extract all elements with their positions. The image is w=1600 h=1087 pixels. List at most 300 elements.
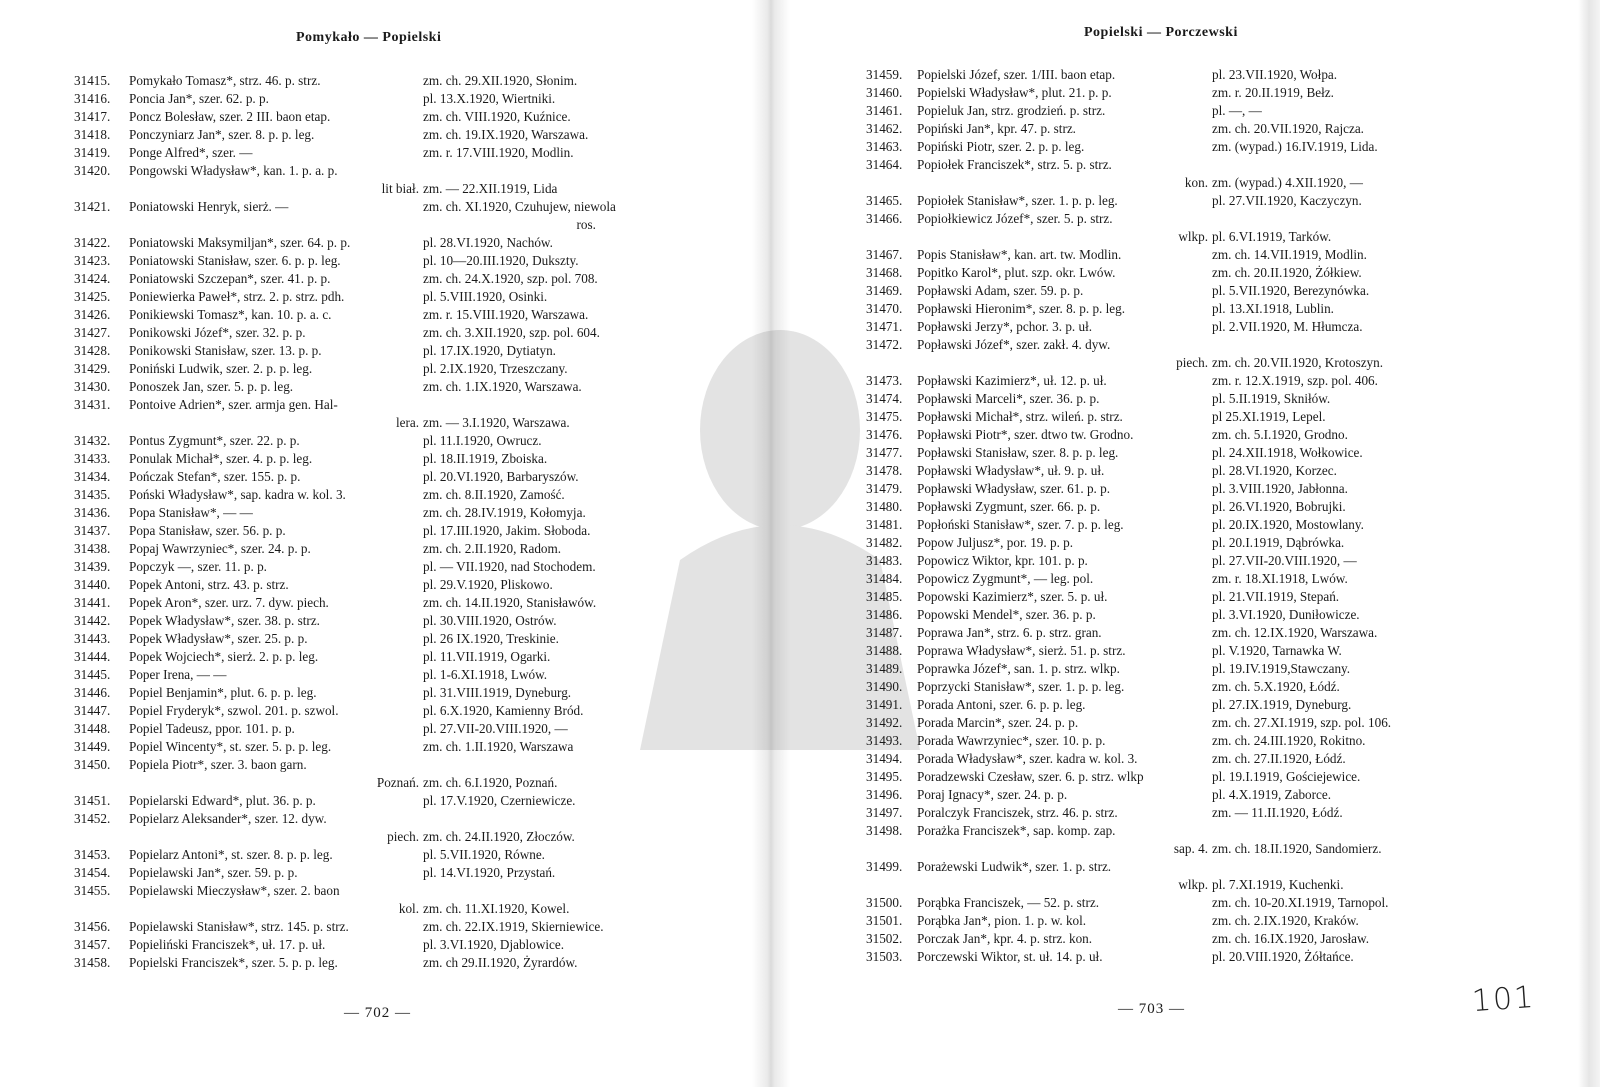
entry-line <box>866 246 1391 264</box>
list-item <box>866 606 1391 624</box>
entry-line <box>866 210 1391 228</box>
entry-line <box>866 336 1391 354</box>
list-item <box>866 282 1391 300</box>
entry-line <box>866 552 1391 570</box>
list-item <box>866 246 1391 264</box>
entry-line <box>866 156 1391 174</box>
entry-number: 31492. <box>866 715 903 730</box>
entry-line <box>866 390 1391 408</box>
entry-fate: zm. ch. 2.II.1920, Radom. <box>423 541 562 556</box>
list-item <box>74 126 616 144</box>
entry-fate: pl. 23.VII.1920, Wołpa. <box>1212 67 1338 82</box>
entry-name: Popow Juljusz*, por. 19. p. p. <box>917 535 1074 550</box>
entry-fate: zm. ch. 12.IX.1920, Warszawa. <box>1212 625 1378 640</box>
entry-name: Popa Stanisław, szer. 56. p. p. <box>129 523 286 538</box>
entry-name: Poradzewski Czesław, szer. 6. p. strz. wlkp <box>917 769 1144 784</box>
entry-fate: zm. ch 29.II.1920, Żyrardów. <box>423 955 578 970</box>
list-item <box>866 156 1391 192</box>
entry-line <box>74 378 616 396</box>
entry-name: Popiński Jan*, kpr. 47. p. strz. <box>917 121 1076 136</box>
entry-line <box>74 324 616 342</box>
entry-fate: zm. ch. 19.IX.1920, Warszawa. <box>423 127 589 142</box>
entry-name: Poralczyk Franciszek, strz. 46. p. strz. <box>917 805 1118 820</box>
entry-line <box>866 534 1391 552</box>
entry-number: 31487. <box>866 625 903 640</box>
entry-fate: zm. ch. 24.X.1920, szp. pol. 708. <box>423 271 598 286</box>
entry-fate: zm. ch. 2.IX.1920, Kraków. <box>1212 913 1359 928</box>
entry-line <box>866 804 1391 822</box>
entry-name: Pontus Zygmunt*, szer. 22. p. p. <box>129 433 300 448</box>
entry-fate: zm. r. 17.VIII.1920, Modlin. <box>423 145 574 160</box>
entry-number: 31462. <box>866 121 903 136</box>
entry-line <box>866 894 1391 912</box>
list-item <box>74 612 616 630</box>
running-head: Pomykało — Popielski <box>296 30 442 45</box>
entry-name: Poncz Bolesław, szer. 2 III. baon etap. <box>129 109 331 124</box>
entry-name: Popiołek Stanisław*, szer. 1. p. p. leg. <box>917 193 1118 208</box>
entry-name: Popławski Piotr*, szer. dtwo tw. Grodno. <box>917 427 1134 442</box>
list-item <box>866 624 1391 642</box>
page-number: — 703 — <box>1118 1001 1185 1017</box>
entry-name: Popielarz Antoni*, st. szer. 8. p. p. leg. <box>129 847 333 862</box>
entry-name: Pończak Stefan*, szer. 155. p. p. <box>129 469 301 484</box>
entry-fate: pl. 29.V.1920, Pliskowo. <box>423 577 553 592</box>
list-item <box>866 570 1391 588</box>
entry-name: Popczyk —, szer. 11. p. p. <box>129 559 267 574</box>
list-item <box>866 552 1391 570</box>
entry-number: 31497. <box>866 805 903 820</box>
entry-number: 31449. <box>74 739 111 754</box>
entry-line <box>74 234 616 252</box>
entry-line <box>866 822 1391 840</box>
list-item <box>74 396 616 432</box>
entry-number: 31455. <box>74 883 111 898</box>
list-item <box>866 408 1391 426</box>
list-item <box>866 462 1391 480</box>
list-item <box>866 66 1391 84</box>
entry-fate: pl. 11.I.1920, Owrucz. <box>423 433 542 448</box>
entry-number: 31466. <box>866 211 903 226</box>
list-item <box>74 738 616 756</box>
entry-name: Poraj Ignacy*, szer. 24. p. p. <box>917 787 1068 802</box>
list-item <box>866 426 1391 444</box>
entry-name: Porada Marcin*, szer. 24. p. p. <box>917 715 1079 730</box>
list-item <box>74 720 616 738</box>
entry-fate: pl. 28.VI.1920, Korzec. <box>1212 463 1337 478</box>
entry-fate: zm. (wypad.) 16.IV.1919, Lida. <box>1212 139 1378 154</box>
entry-fate: zm. ch. 3.XII.1920, szp. pol. 604. <box>423 325 600 340</box>
list-item <box>74 630 616 648</box>
entry-fate: pl. 17.V.1920, Czerniewicze. <box>423 793 576 808</box>
entry-name: Poniński Ludwik, szer. 2. p. p. leg. <box>129 361 313 376</box>
entry-name-continuation: wlkp. <box>1178 877 1208 892</box>
entry-line <box>74 90 616 108</box>
list-item <box>866 750 1391 768</box>
entry-line <box>866 318 1391 336</box>
list-item <box>74 252 616 270</box>
entry-number: 31463. <box>866 139 903 154</box>
entry-line <box>74 774 616 792</box>
list-item <box>74 342 616 360</box>
entry-number: 31479. <box>866 481 903 496</box>
list-item <box>74 594 616 612</box>
entry-line <box>866 462 1391 480</box>
entry-fate: pl. 20.VI.1920, Barbaryszów. <box>423 469 579 484</box>
entry-name: Popławski Michał*, strz. wileń. p. strz. <box>917 409 1123 424</box>
entry-line <box>74 720 616 738</box>
list-item <box>74 522 616 540</box>
entry-fate: pl. 17.IX.1920, Dytiatyn. <box>423 343 556 358</box>
entry-number: 31419. <box>74 145 111 160</box>
entry-name-continuation: Poznań. <box>376 775 419 790</box>
entry-name-continuation: wlkp. <box>1178 229 1208 244</box>
entry-fate: zm. — 3.I.1920, Warszawa. <box>423 415 570 430</box>
entry-number: 31456. <box>74 919 111 934</box>
entry-name: Popek Aron*, szer. urz. 7. dyw. piech. <box>129 595 329 610</box>
entry-name: Poniatowski Maksymiljan*, szer. 64. p. p. <box>129 235 351 250</box>
entry-name: Popiel Wincenty*, st. szer. 5. p. p. leg. <box>129 739 332 754</box>
entry-fate: zm. ch. 27.XI.1919, szp. pol. 106. <box>1212 715 1392 730</box>
entry-number: 31422. <box>74 235 111 250</box>
indent <box>74 828 129 846</box>
entry-fate: pl. 26.VI.1920, Bobrujki. <box>1212 499 1346 514</box>
entry-line <box>866 786 1391 804</box>
entry-fate: zm. ch. XI.1920, Czuhujew, niewola <box>423 199 616 214</box>
indent <box>74 900 129 918</box>
list-item <box>74 954 616 972</box>
list-item <box>74 306 616 324</box>
list-item <box>74 486 616 504</box>
entry-fate: pl. 14.VI.1920, Przystań. <box>423 865 556 880</box>
entry-name-continuation: lit biał. <box>381 181 419 196</box>
entry-name: Porczak Jan*, kpr. 4. p. strz. kon. <box>917 931 1093 946</box>
list-item <box>866 498 1391 516</box>
entry-line <box>74 828 616 846</box>
entry-name: Popławski Władysław*, uł. 9. p. uł. <box>917 463 1105 478</box>
entry-number: 31481. <box>866 517 903 532</box>
list-item <box>74 882 616 918</box>
entry-fate: pl. 2.VII.1920, M. Hłumcza. <box>1212 319 1363 334</box>
entry-name: Popiołkiewicz Józef*, szer. 5. p. strz. <box>917 211 1113 226</box>
entry-number: 31472. <box>866 337 903 352</box>
indent <box>74 414 129 432</box>
list-item <box>74 324 616 342</box>
entry-fate: pl. 28.VI.1920, Nachów. <box>423 235 553 250</box>
entry-name: Porąbka Franciszek, — 52. p. strz. <box>917 895 1100 910</box>
entry-fate: zm. — 22.XII.1919, Lida <box>423 181 558 196</box>
entry-name: Poprzycki Stanisław*, szer. 1. p. p. leg. <box>917 679 1125 694</box>
entry-line <box>74 846 616 864</box>
entry-fate: pl. 3.VI.1920, Djablowice. <box>423 937 565 952</box>
entry-line <box>866 408 1391 426</box>
entry-line <box>866 426 1391 444</box>
list-item <box>866 678 1391 696</box>
entry-name-continuation: piech. <box>1176 355 1208 370</box>
entry-line <box>74 792 616 810</box>
entry-fate: zm. ch. 28.IV.1919, Kołomyja. <box>423 505 586 520</box>
page-edge <box>1578 0 1600 1087</box>
entry-fate: pl. 19.IV.1919,Stawczany. <box>1212 661 1351 676</box>
entry-name: Porada Antoni, szer. 6. p. p. leg. <box>917 697 1086 712</box>
entry-name: Popławski Władysław, szer. 61. p. p. <box>917 481 1111 496</box>
entry-name-continuation: piech. <box>387 829 419 844</box>
entry-fate: pl. 11.VII.1919, Ogarki. <box>423 649 551 664</box>
list-item <box>866 480 1391 498</box>
entry-fate: zm. ch. 1.IX.1920, Warszawa. <box>423 379 582 394</box>
entry-name: Poprawa Jan*, strz. 6. p. strz. gran. <box>917 625 1102 640</box>
entry-number: 31465. <box>866 193 903 208</box>
entry-line <box>866 948 1391 966</box>
entry-line <box>74 738 616 756</box>
entry-number: 31444. <box>74 649 111 664</box>
entry-line <box>866 84 1391 102</box>
entry-number: 31438. <box>74 541 111 556</box>
entry-name: Porąbka Jan*, pion. 1. p. w. kol. <box>917 913 1087 928</box>
entry-line <box>866 624 1391 642</box>
entry-fate: pl. 27.VII.1920, Kaczyczyn. <box>1212 193 1362 208</box>
list-item <box>74 648 616 666</box>
list-item <box>866 588 1391 606</box>
entry-fate: zm. ch. 16.IX.1920, Jarosław. <box>1212 931 1369 946</box>
entry-name: Ponikowski Józef*, szer. 32. p. p. <box>129 325 306 340</box>
entry-fate: zm. ch. 5.X.1920, Łódź. <box>1212 679 1340 694</box>
entry-line <box>866 588 1391 606</box>
entry-name: Popek Antoni, strz. 43. p. strz. <box>129 577 289 592</box>
entry-number: 31441. <box>74 595 111 610</box>
entry-fate: pl. 10—20.III.1920, Dukszty. <box>423 253 579 268</box>
entry-line <box>74 126 616 144</box>
entry-line <box>74 252 616 270</box>
entry-name: Popielski Józef, szer. 1/III. baon etap. <box>917 67 1116 82</box>
entry-fate: pl. 19.I.1919, Gościejewice. <box>1212 769 1361 784</box>
entry-fate: pl. 6.X.1920, Kamienny Bród. <box>423 703 584 718</box>
entry-number: 31440. <box>74 577 111 592</box>
list-item <box>74 144 616 162</box>
list-item <box>74 936 616 954</box>
entry-name: Popek Władysław*, szer. 38. p. strz. <box>129 613 320 628</box>
list-item <box>74 864 616 882</box>
entry-name: Popielawski Jan*, szer. 59. p. p. <box>129 865 298 880</box>
indent <box>866 228 917 246</box>
entry-line <box>866 174 1391 192</box>
entry-fate: pl. — VII.1920, nad Stochodem. <box>423 559 596 574</box>
entry-fate: pl. 6.VI.1919, Tarków. <box>1212 229 1332 244</box>
entry-line <box>74 666 616 684</box>
entry-fate: pl. 13.XI.1918, Lublin. <box>1212 301 1334 316</box>
entry-fate: zm. ch. 24.II.1920, Złoczów. <box>423 829 575 844</box>
entry-fate: pl. 21.VII.1919, Stepań. <box>1212 589 1340 604</box>
entry-number: 31501. <box>866 913 903 928</box>
entry-fate: pl. 5.VIII.1920, Osinki. <box>423 289 548 304</box>
entry-fate: pl. 20.I.1919, Dąbrówka. <box>1212 535 1345 550</box>
entry-number: 31430. <box>74 379 111 394</box>
list-item <box>866 696 1391 714</box>
entry-number: 31417. <box>74 109 111 124</box>
entry-name: Popławski Marceli*, szer. 36. p. p. <box>917 391 1100 406</box>
entry-number: 31498. <box>866 823 903 838</box>
entry-name: Popławski Hieronim*, szer. 8. p. p. leg. <box>917 301 1126 316</box>
entry-number: 31447. <box>74 703 111 718</box>
entry-name: Porażka Franciszek*, sap. komp. zap. <box>917 823 1116 838</box>
entry-fate: zm. r. 12.X.1919, szp. pol. 406. <box>1212 373 1378 388</box>
list-item <box>866 822 1391 858</box>
list-item <box>866 372 1391 390</box>
entry-number: 31446. <box>74 685 111 700</box>
entry-number: 31489. <box>866 661 903 676</box>
entry-line <box>74 810 616 828</box>
entry-fate: pl. V.1920, Tarnawka W. <box>1212 643 1342 658</box>
entry-number: 31433. <box>74 451 111 466</box>
list-item <box>866 516 1391 534</box>
entry-name: Pomykało Tomasz*, strz. 46. p. strz. <box>129 73 321 88</box>
entry-line <box>74 594 616 612</box>
entry-line <box>866 840 1391 858</box>
entry-line <box>866 930 1391 948</box>
list-item <box>74 90 616 108</box>
entry-line <box>74 72 616 90</box>
entry-line <box>74 936 616 954</box>
entry-fate: zm. ch. 6.I.1920, Poznań. <box>423 775 558 790</box>
entry-line <box>866 858 1391 876</box>
entry-fate: zm. ch. 18.II.1920, Sandomierz. <box>1212 841 1382 856</box>
list-item <box>74 846 616 864</box>
list-item <box>866 786 1391 804</box>
entry-list <box>866 66 1391 966</box>
entry-fate: pl. 26 IX.1920, Treskinie. <box>423 631 559 646</box>
entry-number: 31450. <box>74 757 111 772</box>
entry-line <box>866 516 1391 534</box>
indent <box>866 840 917 858</box>
entry-line <box>866 228 1391 246</box>
entry-name: Popa Stanisław*, — — <box>129 505 253 520</box>
entry-line <box>866 498 1391 516</box>
entry-number: 31452. <box>74 811 111 826</box>
entry-line <box>74 108 616 126</box>
entry-fate: pl. 5.II.1919, Skniłów. <box>1212 391 1331 406</box>
entry-name: Porażewski Ludwik*, szer. 1. p. strz. <box>917 859 1112 874</box>
entry-number: 31491. <box>866 697 903 712</box>
entry-number: 31445. <box>74 667 111 682</box>
list-item <box>74 540 616 558</box>
list-item <box>866 444 1391 462</box>
entry-fate: zm. ch. 20.VII.1920, Krotoszyn. <box>1212 355 1384 370</box>
entry-fate-continuation: ros. <box>576 217 596 232</box>
entry-name: Popiel Benjamin*, plut. 6. p. p. leg. <box>129 685 317 700</box>
entry-number: 31477. <box>866 445 903 460</box>
entry-number: 31421. <box>74 199 111 214</box>
list-item <box>74 72 616 90</box>
entry-name-continuation: kon. <box>1184 175 1208 190</box>
indent <box>866 174 917 192</box>
entry-line <box>74 612 616 630</box>
list-item <box>866 894 1391 912</box>
entry-line <box>866 912 1391 930</box>
entry-line <box>866 138 1391 156</box>
entry-number: 31459. <box>866 67 903 82</box>
list-item <box>866 804 1391 822</box>
entry-number: 31427. <box>74 325 111 340</box>
entry-name: Poniatowski Henryk, sierż. — <box>129 199 289 214</box>
entry-number: 31460. <box>866 85 903 100</box>
entry-name: Popaj Wawrzyniec*, szer. 24. p. p. <box>129 541 311 556</box>
entry-line <box>74 648 616 666</box>
entry-fate: pl. 2.IX.1920, Trzeszczany. <box>423 361 568 376</box>
entry-fate: pl. 27.IX.1919, Dyneburg. <box>1212 697 1352 712</box>
entry-number: 31478. <box>866 463 903 478</box>
entry-number: 31476. <box>866 427 903 442</box>
list-item <box>866 534 1391 552</box>
entry-number: 31457. <box>74 937 111 952</box>
entry-name: Popławski Adam, szer. 59. p. p. <box>917 283 1084 298</box>
entry-name: Popiela Piotr*, szer. 3. baon garn. <box>129 757 307 772</box>
entry-name: Popowicz Wiktor, kpr. 101. p. p. <box>917 553 1088 568</box>
entry-line <box>74 270 616 288</box>
list-item <box>74 756 616 792</box>
entry-number: 31496. <box>866 787 903 802</box>
list-item <box>74 558 616 576</box>
entry-number: 31473. <box>866 373 903 388</box>
entry-line <box>74 900 616 918</box>
entry-number: 31431. <box>74 397 111 412</box>
entry-name: Popowski Mendel*, szer. 36. p. p. <box>917 607 1096 622</box>
entry-line <box>74 630 616 648</box>
entry-number: 31434. <box>74 469 111 484</box>
entry-name: Ponge Alfred*, szer. — <box>129 145 253 160</box>
entry-name: Popielawski Mieczysław*, szer. 2. baon <box>129 883 340 898</box>
indent <box>866 354 917 372</box>
entry-number: 31442. <box>74 613 111 628</box>
entry-number: 31488. <box>866 643 903 658</box>
entry-line <box>74 162 616 180</box>
entry-fate: pl. 18.II.1919, Zboiska. <box>423 451 548 466</box>
entry-fate: zm. ch. 5.I.1920, Grodno. <box>1212 427 1348 442</box>
entry-name: Popławski Jerzy*, pchor. 3. p. uł. <box>917 319 1093 334</box>
entry-fate: pl. 3.VI.1920, Duniłowicze. <box>1212 607 1360 622</box>
entry-line <box>74 576 616 594</box>
list-item <box>866 768 1391 786</box>
entry-number: 31453. <box>74 847 111 862</box>
entry-fate: zm. ch. 20.VII.1920, Rajcza. <box>1212 121 1364 136</box>
entry-number: 31471. <box>866 319 903 334</box>
entry-name: Poniatowski Stanisław, szer. 6. p. p. leg. <box>129 253 341 268</box>
entry-name: Popieliński Franciszek*, uł. 17. p. uł. <box>129 937 326 952</box>
list-item <box>74 684 616 702</box>
entry-number: 31423. <box>74 253 111 268</box>
entry-line <box>74 360 616 378</box>
list-item <box>74 288 616 306</box>
entry-fate: zm. ch. 1.II.1920, Warszawa <box>423 739 574 754</box>
entry-line <box>866 714 1391 732</box>
entry-fate: zm. ch. 27.II.1920, Łódź. <box>1212 751 1346 766</box>
entry-number: 31493. <box>866 733 903 748</box>
list-item <box>866 264 1391 282</box>
entry-list <box>74 72 616 972</box>
entry-line <box>866 606 1391 624</box>
entry-line <box>74 702 616 720</box>
entry-line <box>866 642 1391 660</box>
entry-name: Ponikowski Stanisław, szer. 13. p. p. <box>129 343 322 358</box>
entry-line <box>866 732 1391 750</box>
entry-number: 31475. <box>866 409 903 424</box>
entry-name: Poniewierka Paweł*, strz. 2. p. strz. pdh. <box>129 289 345 304</box>
list-item <box>866 84 1391 102</box>
entry-name: Poncia Jan*, szer. 62. p. p. <box>129 91 269 106</box>
entry-name: Popowicz Zygmunt*, — leg. pol. <box>917 571 1094 586</box>
entry-number: 31500. <box>866 895 903 910</box>
indent <box>74 180 129 198</box>
entry-name: Poprawka Józef*, san. 1. p. strz. wlkp. <box>917 661 1120 676</box>
entry-fate: pl. 24.XII.1918, Wołkowice. <box>1212 445 1363 460</box>
